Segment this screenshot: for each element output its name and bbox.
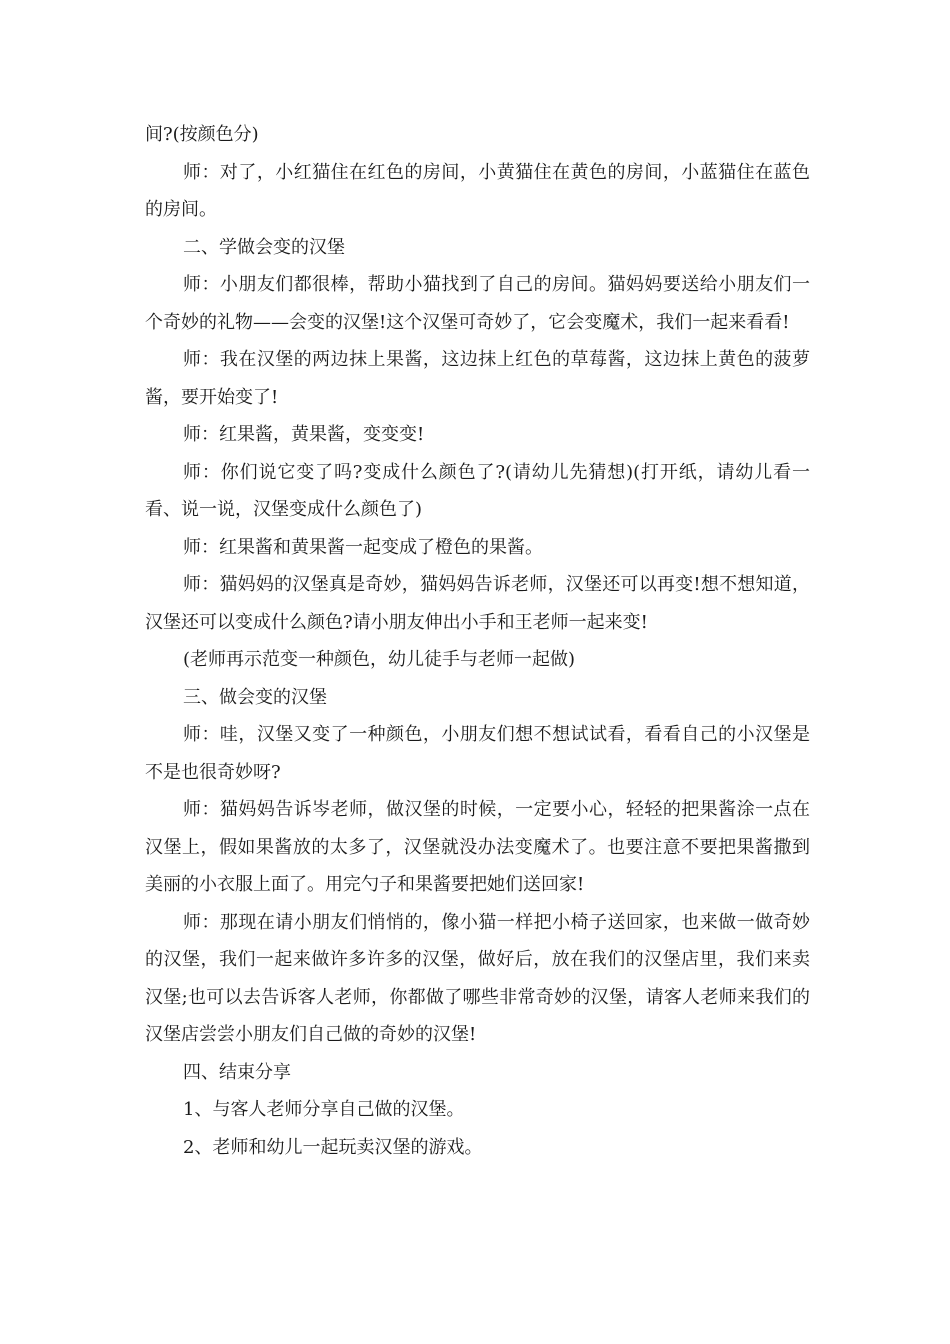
paragraph: 师：那现在请小朋友们悄悄的，像小猫一样把小椅子送回家，也来做一做奇妙的汉堡，我们一起来做许多许多的汉堡，做好后，放在我们的汉堡店里，我们来卖汉堡;也可以去告诉客人老师，你都做了哪些非常奇妙的汉堡，请客人老师来我们的汉堡店尝尝小朋友们自己做的奇妙的汉堡! xyxy=(145,911,810,1045)
section-heading: 二、学做会变的汉堡 xyxy=(183,236,345,258)
paragraph: 间?(按颜色分) xyxy=(145,124,259,145)
document-page xyxy=(145,116,810,1166)
paragraph: 师：红果酱和黄果酱一起变成了橙色的果酱。 xyxy=(183,536,543,558)
list-item: 1、与客人老师分享自己做的汉堡。 xyxy=(183,1099,465,1120)
paragraph: 师：红果酱，黄果酱，变变变! xyxy=(183,424,425,445)
paragraph: 师：猫妈妈的汉堡真是奇妙，猫妈妈告诉老师，汉堡还可以再变!想不想知道，汉堡还可以变成什么颜色?请小朋友伸出小手和王老师一起来变! xyxy=(145,574,810,633)
paragraph: 师：小朋友们都很棒，帮助小猫找到了自己的房间。猫妈妈要送给小朋友们一个奇妙的礼物——会变的汉堡!这个汉堡可奇妙了，它会变魔术，我们一起来看看! xyxy=(145,274,810,333)
paragraph: 师：你们说它变了吗?变成什么颜色了?(请幼儿先猜想)(打开纸，请幼儿看一看、说一说，汉堡变成什么颜色了) xyxy=(145,461,810,520)
list-item: 2、老师和幼儿一起玩卖汉堡的游戏。 xyxy=(183,1136,483,1158)
paragraph: 师：对了，小红猫住在红色的房间，小黄猫住在黄色的房间，小蓝猫住在蓝色的房间。 xyxy=(145,161,810,220)
section-heading: 四、结束分享 xyxy=(183,1061,291,1083)
paragraph: (老师再示范变一种颜色，幼儿徒手与老师一起做) xyxy=(183,649,576,670)
paragraph: 师：哇，汉堡又变了一种颜色，小朋友们想不想试试看，看看自己的小汉堡是不是也很奇妙呀? xyxy=(145,724,810,783)
section-heading: 三、做会变的汉堡 xyxy=(183,686,327,708)
paragraph: 师：我在汉堡的两边抹上果酱，这边抹上红色的草莓酱，这边抹上黄色的菠萝酱，要开始变了! xyxy=(145,349,810,408)
paragraph: 师：猫妈妈告诉岑老师，做汉堡的时候，一定要小心，轻轻的把果酱涂一点在汉堡上，假如果酱放的太多了，汉堡就没办法变魔术了。也要注意不要把果酱撒到美丽的小衣服上面了。用完勺子和果酱要把她们送回家! xyxy=(145,799,810,895)
